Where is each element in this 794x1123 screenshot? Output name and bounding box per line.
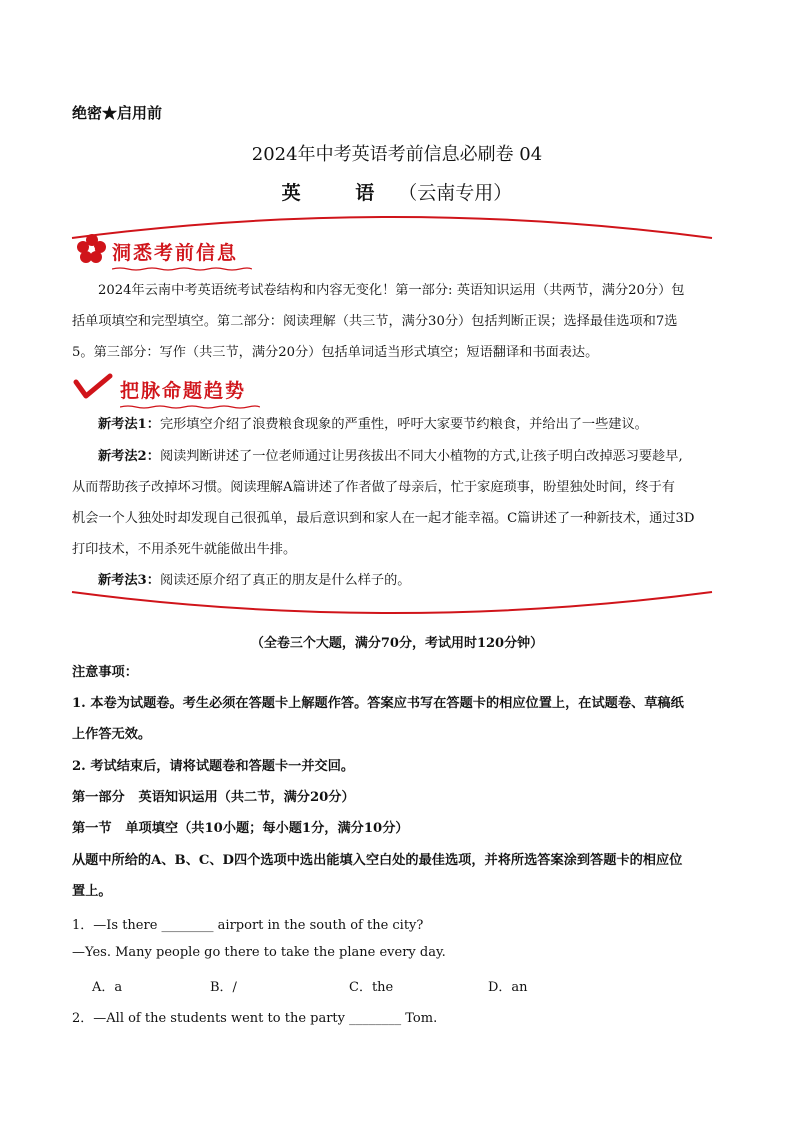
instructions-line-1: 从题中所给的A、B、C、D四个选项中选出能填入空白处的最佳选项，并将所选答案涂到答题卡的相应位 bbox=[72, 853, 683, 868]
question-1-reply: —Yes. Many people go there to take the plane every day. bbox=[72, 945, 446, 960]
trend-point-3 bbox=[72, 565, 411, 596]
trend-point-3-text: 阅读还原介绍了真正的朋友是什么样子的。 bbox=[159, 573, 411, 588]
flower-icon bbox=[76, 232, 108, 264]
trend-point-2-text: 阅读判断讲述了一位老师通过让男孩拔出不同大小植物的方式,让孩子明白改掉恶习要趁早, bbox=[159, 449, 683, 464]
part1-heading: 第一部分 英语知识运用（共二节，满分20分） bbox=[72, 790, 355, 805]
notes-heading: 注意事项： bbox=[72, 665, 138, 680]
question-2-stem: 2．—All of the students went to the party ________ Tom. bbox=[72, 1011, 438, 1026]
section1-heading: 第一节 单项填空（共10小题；每小题1分，满分10分） bbox=[72, 821, 409, 836]
trend-point-2-line-1 bbox=[72, 441, 683, 472]
paper-title: 2024年中考英语考前信息必刷卷 04 bbox=[251, 144, 543, 165]
trend-point-3-label: 新考法3： bbox=[98, 573, 160, 588]
exam-info: （全卷三个大题，满分70分，考试用时120分钟） bbox=[250, 636, 544, 651]
section-title-exam-info: 洞悉考前信息 bbox=[112, 238, 238, 265]
trend-point-1-text: 完形填空介绍了浪费粮食现象的严重性，呼吁大家要节约粮食，并给出了一些建议。 bbox=[159, 417, 648, 432]
question-1-option-a: A．a bbox=[92, 980, 123, 995]
trend-point-2-line-4: 打印技术，不用杀死牛就能做出牛排。 bbox=[72, 542, 297, 557]
instructions-line-2: 置上。 bbox=[72, 884, 112, 899]
question-1-option-c: C．the bbox=[349, 980, 394, 995]
note-1-line-2: 上作答无效。 bbox=[72, 727, 152, 742]
underline-wave bbox=[112, 267, 252, 271]
trend-point-2-line-2: 从而帮助孩子改掉坏习惯。阅读理解A篇讲述了作者做了母亲后，忙于家庭琐事，盼望独处时间，终于有 bbox=[72, 480, 675, 495]
subject-name: 英 语 bbox=[281, 182, 399, 204]
question-1-option-b: B．/ bbox=[210, 980, 237, 995]
region-label: （云南专用） bbox=[398, 182, 513, 204]
exam-info-text-line-2: 括单项填空和完型填空。第二部分：阅读理解（共三节，满分30分）包括判断正误；选择最佳选项和7选 bbox=[72, 314, 678, 329]
trend-point-2-label: 新考法2： bbox=[98, 449, 160, 464]
confidential-label: 绝密★启用前 bbox=[72, 104, 163, 122]
note-2: 2. 考试结束后，请将试题卷和答题卡一并交回。 bbox=[72, 759, 355, 774]
exam-info-text-line-1: 2024年云南中考英语统考试卷结构和内容无变化！第一部分: 英语知识运用（共两节，满分20分）包 bbox=[98, 283, 685, 298]
trend-point-1-label: 新考法1： bbox=[98, 417, 160, 432]
question-1-option-d: D．an bbox=[488, 980, 528, 995]
checkmark-icon bbox=[72, 372, 114, 402]
section-title-trends: 把脉命题趋势 bbox=[120, 376, 246, 403]
question-1-stem: 1．—Is there ________ airport in the south of the city? bbox=[72, 918, 424, 933]
exam-info-text-line-3: 5。第三部分：写作（共三节，满分20分）包括单词适当形式填空；短语翻译和书面表达。 bbox=[72, 345, 599, 360]
paper-subject bbox=[0, 178, 794, 205]
trend-point-1 bbox=[72, 409, 648, 440]
note-1-line-1: 1. 本卷为试题卷。考生必须在答题卡上解题作答。答案应书写在答题卡的相应位置上，在试题卷、草稿纸 bbox=[72, 696, 684, 711]
trend-point-2-line-3: 机会一个人独处时却发现自己很孤单，最后意识到和家人在一起才能幸福。C篇讲述了一种新技术，通过3D bbox=[72, 511, 695, 526]
